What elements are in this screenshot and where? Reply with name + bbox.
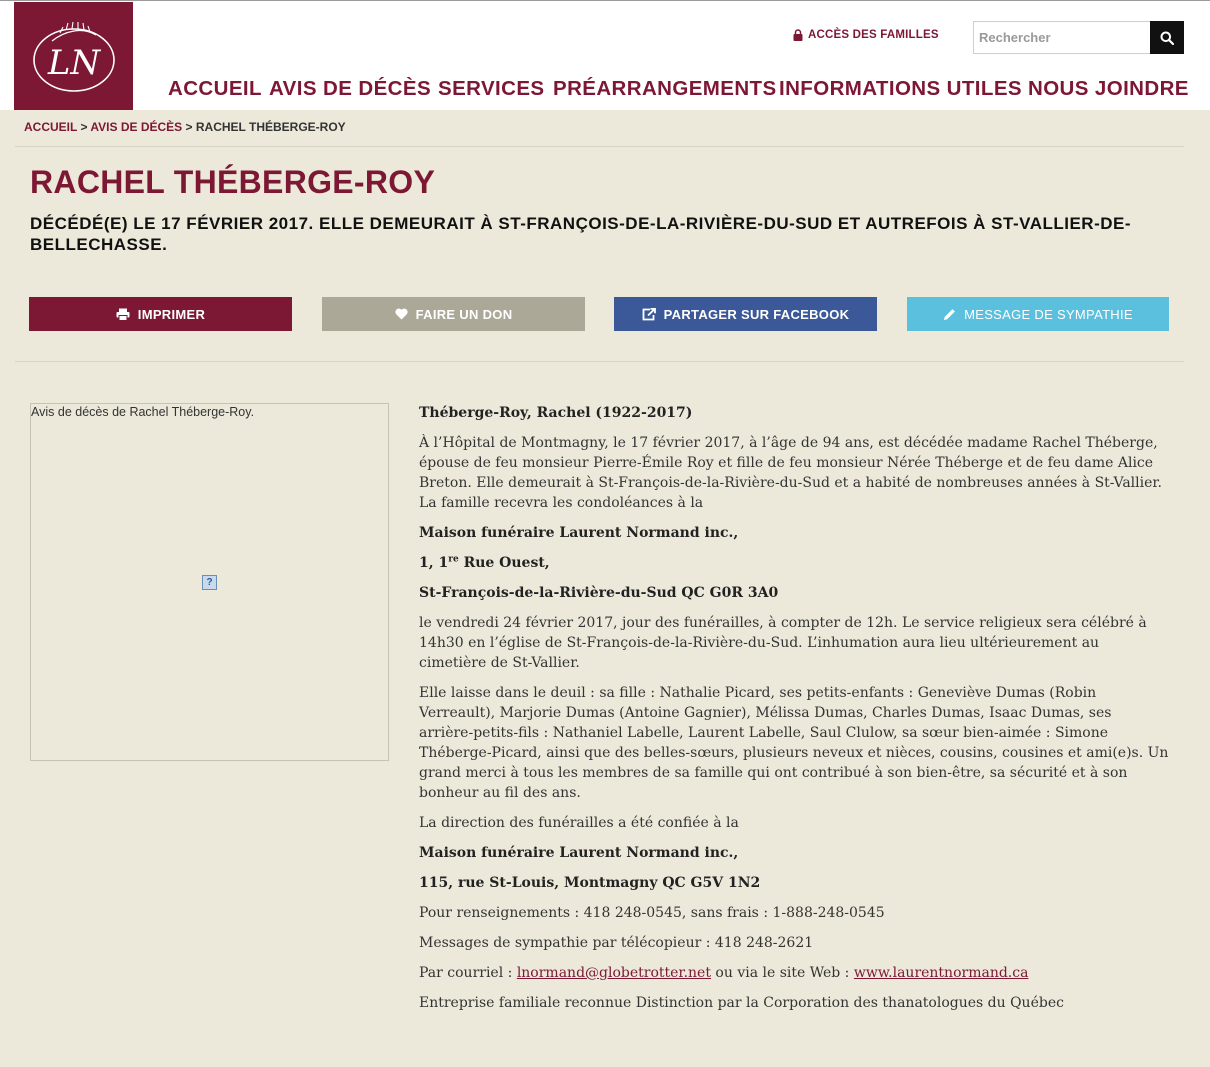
sympathy-message-label: MESSAGE DE SYMPATHIE bbox=[964, 306, 1133, 322]
page-subtitle: DÉCÉDÉ(E) LE 17 FÉVRIER 2017. ELLE DEMEURAIT À ST-FRANÇOIS-DE-LA-RIVIÈRE-DU-SUD ET AUTREFOIS À ST-VALLIER-DE-BELLECHASSE. bbox=[30, 214, 1132, 254]
broken-image-icon: ? bbox=[202, 575, 217, 590]
nav-services[interactable]: SERVICES bbox=[438, 77, 545, 100]
funeral-home-address: 115, rue St-Louis, Montmagny QC G5V 1N2 bbox=[419, 875, 761, 891]
search-icon bbox=[1160, 31, 1174, 45]
donate-button[interactable] bbox=[322, 297, 585, 331]
contact-phone: Pour renseignements : 418 248-0545, sans frais : 1-888-248-0545 bbox=[419, 905, 885, 921]
nav-informations-utiles[interactable]: INFORMATIONS UTILES bbox=[779, 77, 1022, 100]
family-access-label: ACCÈS DES FAMILLES bbox=[808, 29, 939, 41]
nav-avis-de-deces[interactable]: AVIS DE DÉCÈS bbox=[269, 77, 432, 100]
svg-text:LN: LN bbox=[47, 43, 100, 83]
breadcrumb-current: RACHEL THÉBERGE-ROY bbox=[195, 120, 346, 134]
contact-fax: Messages de sympathie par télécopieur : 418 248-2621 bbox=[419, 935, 814, 951]
divider bbox=[15, 361, 1184, 362]
obituary-photo bbox=[30, 403, 389, 761]
article-survivors: Elle laisse dans le deuil : sa fille : Nathalie Picard, ses petits-enfants : Geneviève Dumas (Robin Verreault), Marjorie Dumas (Antoine Gagnier), Mélissa Dumas, Charles Dumas, Isaac Dumas, ses arrière-petits-fils : Nathaniel Labelle, Laurent Labelle, Saul Clulow, sa sœur bien-aimée : Simone Théberge-Picard, ainsi que des belles-sœurs, plusieurs neveux et nièces, cousins, cousines et ami(e)s. Un grand merci à tous les membres de sa famille qui ont contribué à son bien-être, sa sécurité et à son bonheur au fil des ans. bbox=[419, 685, 1169, 801]
breadcrumb-home[interactable]: ACCUEIL bbox=[24, 120, 78, 134]
printer-icon bbox=[116, 308, 130, 321]
breadcrumb-separator: > bbox=[80, 120, 88, 134]
share-facebook-label: PARTAGER SUR FACEBOOK bbox=[663, 306, 850, 322]
funeral-home-address: 1, 1re Rue Ouest, bbox=[419, 554, 550, 571]
nav-accueil[interactable]: ACCUEIL bbox=[168, 77, 262, 100]
email-link[interactable]: lnormand@globetrotter.net bbox=[516, 965, 711, 981]
article-distinction: Entreprise familiale reconnue Distinction par la Corporation des thanatologues du Québec bbox=[419, 995, 1064, 1011]
heart-icon bbox=[395, 308, 408, 320]
page-title: RACHEL THÉBERGE-ROY bbox=[30, 164, 436, 200]
funeral-home-city: St-François-de-la-Rivière-du-Sud QC G0R 3A0 bbox=[419, 585, 779, 601]
article-visitation: le vendredi 24 février 2017, jour des funérailles, à compter de 12h. Le service religieux sera célébré à 14h30 en l’église de St-François-de-la-Rivière-du-Sud. L’inhumation aura lieu ultérieurement au cimetière de St-Vallier. bbox=[419, 615, 1147, 671]
website-link[interactable]: www.laurentnormand.ca bbox=[853, 965, 1029, 981]
pencil-icon bbox=[943, 308, 956, 321]
article-heading: Théberge-Roy, Rachel (1922-2017) bbox=[419, 405, 693, 421]
breadcrumb bbox=[24, 120, 346, 134]
funeral-home-name: Maison funéraire Laurent Normand inc., bbox=[419, 525, 739, 541]
main-nav bbox=[0, 77, 1210, 103]
funeral-home-name: Maison funéraire Laurent Normand inc., bbox=[419, 845, 739, 861]
nav-prearrangements[interactable]: PRÉARRANGEMENTS bbox=[553, 77, 777, 100]
search-input[interactable] bbox=[973, 21, 1151, 54]
search-button[interactable] bbox=[1150, 21, 1184, 54]
site-header bbox=[0, 0, 1210, 110]
print-label: IMPRIMER bbox=[137, 306, 206, 322]
family-access-link[interactable] bbox=[793, 29, 939, 41]
article-intro: À l’Hôpital de Montmagny, le 17 février 2017, à l’âge de 94 ans, est décédée madame Rachel Théberge, épouse de feu monsieur Pierre-Émile Roy et fille de feu monsieur Nérée Théberge et de feu dame Alice Breton. Elle demeurait à St-François-de-la-Rivière-du-Sud et a habité de nombreuses années à St-Vallier. La famille recevra les condoléances à la bbox=[419, 435, 1163, 511]
donate-label: FAIRE UN DON bbox=[415, 306, 513, 322]
sympathy-message-button[interactable] bbox=[907, 297, 1169, 331]
lock-icon bbox=[793, 29, 803, 41]
share-icon bbox=[642, 308, 656, 321]
breadcrumb-separator: > bbox=[185, 120, 193, 134]
divider bbox=[15, 146, 1184, 147]
photo-alt-text: Avis de décès de Rachel Théberge-Roy. bbox=[31, 405, 255, 419]
print-button[interactable] bbox=[29, 297, 292, 331]
nav-nous-joindre[interactable]: NOUS JOINDRE bbox=[1028, 77, 1189, 100]
obituary-text bbox=[419, 403, 1169, 1023]
contact-email-web: Par courriel : lnormand@globetrotter.net ou via le site Web : www.laurentnormand.ca bbox=[419, 965, 1029, 981]
breadcrumb-section[interactable]: AVIS DE DÉCÈS bbox=[90, 120, 183, 134]
article-direction: La direction des funérailles a été confiée à la bbox=[419, 815, 739, 831]
share-facebook-button[interactable] bbox=[614, 297, 877, 331]
